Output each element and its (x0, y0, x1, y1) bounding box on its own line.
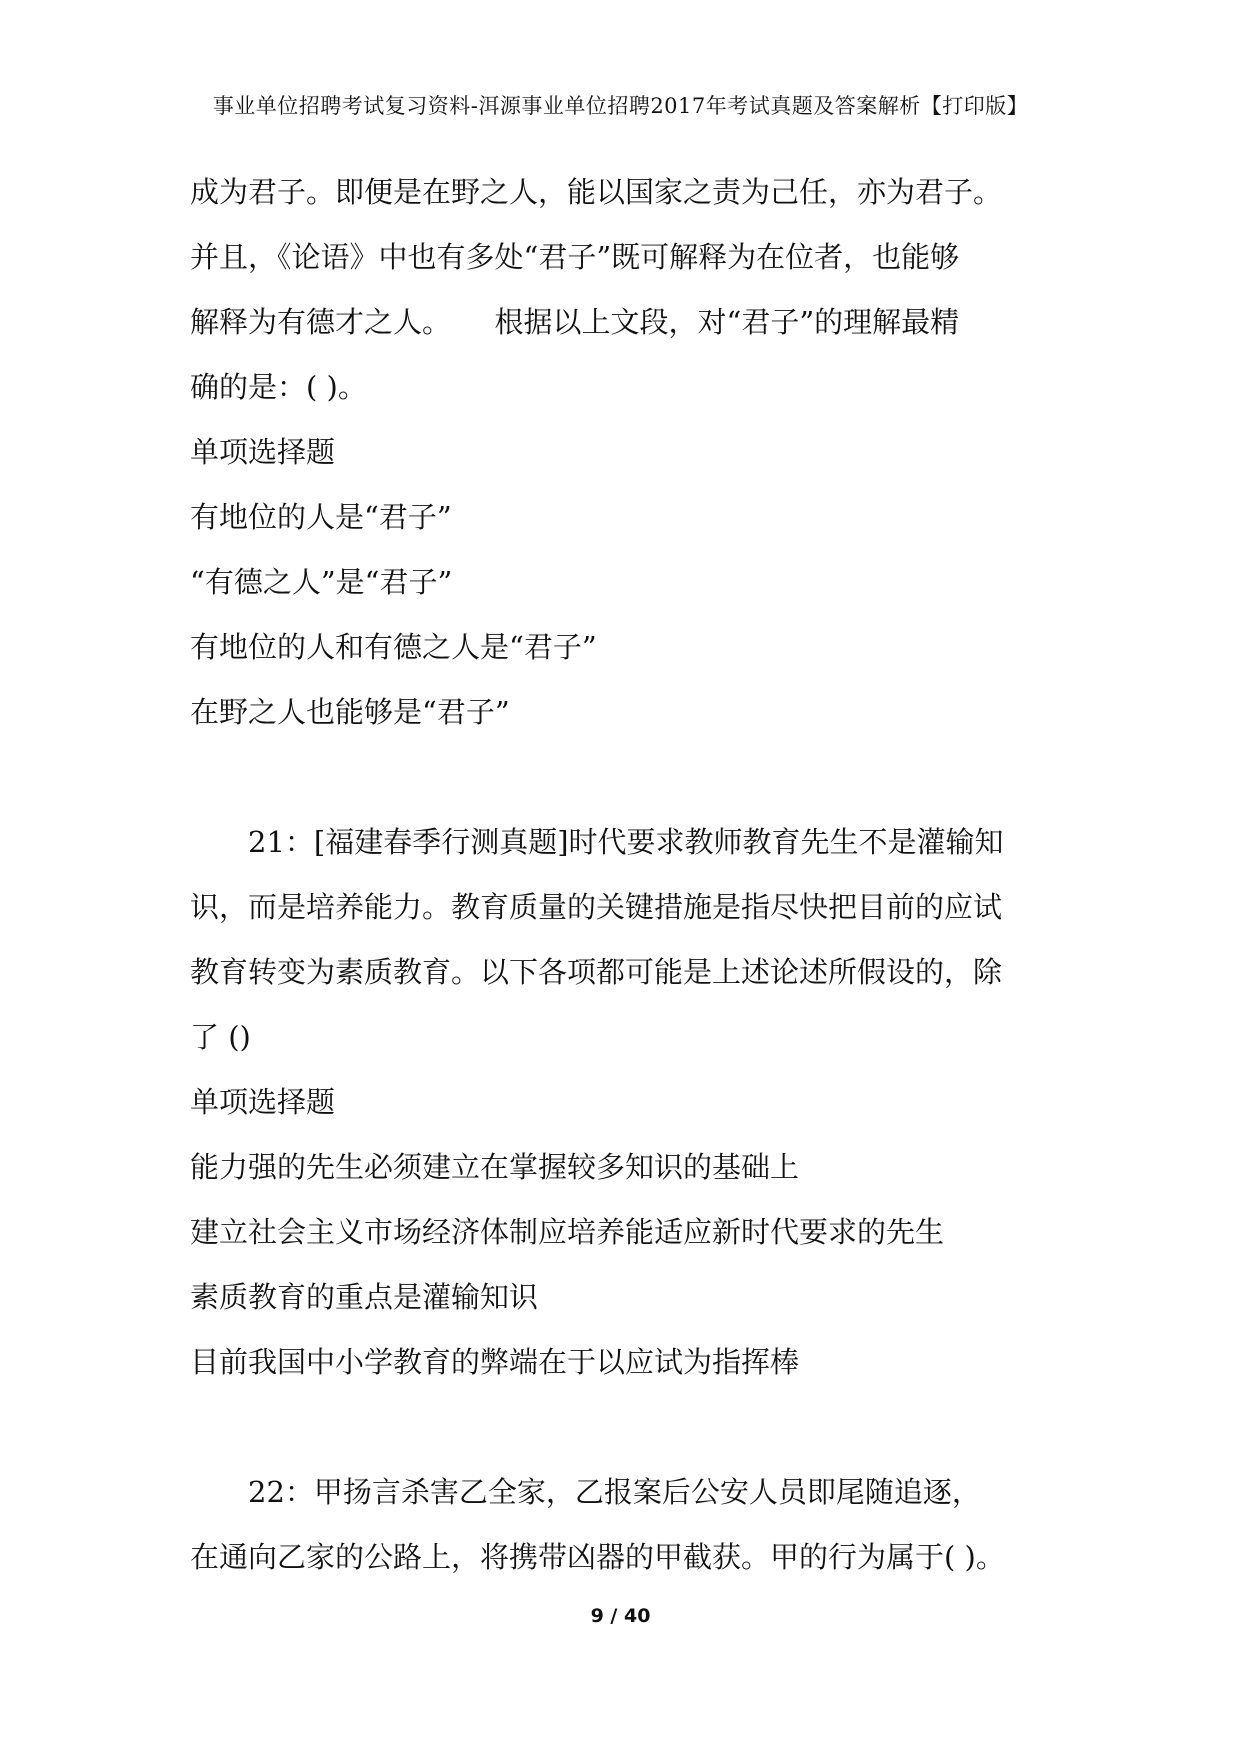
passage-line: 解释为有德才之人。 根据以上文段，对“君子”的理解最精 (190, 305, 960, 339)
document-body (190, 160, 1070, 1590)
question-20-passage (190, 160, 1070, 745)
answer-option: 目前我国中小学教育的弊端在于以应试为指挥棒 (190, 1345, 800, 1379)
page-number: 9 / 40 (590, 1605, 651, 1627)
answer-option: “有德之人”是“君子” (190, 565, 453, 599)
answer-option: 素质教育的重点是灌输知识 (190, 1280, 539, 1314)
question-stem-line: 教育转变为素质教育。以下各项都可能是上述论述所假设的，除 (190, 955, 1003, 989)
section-spacer (190, 1395, 1070, 1460)
question-stem-line: 了 () (190, 1020, 251, 1054)
question-21 (190, 810, 1070, 1395)
page-header: 事业单位招聘考试复习资料-洱源事业单位招聘2017年考试真题及答案解析【打印版】 (212, 94, 1029, 118)
passage-line: 确的是：( )。 (190, 370, 367, 404)
answer-option: 在野之人也能够是“君子” (190, 695, 510, 729)
answer-option: 能力强的先生必须建立在掌握较多知识的基础上 (190, 1150, 800, 1184)
section-spacer (190, 745, 1070, 810)
question-stem-line: 21：[福建春季行测真题]时代要求教师教育先生不是灌输知 (248, 825, 1004, 859)
answer-option: 有地位的人是“君子” (190, 500, 452, 534)
question-type-label: 单项选择题 (190, 1085, 336, 1119)
passage-line: 成为君子。即便是在野之人，能以国家之责为己任，亦为君子。 (190, 175, 1003, 209)
question-type-label: 单项选择题 (190, 435, 336, 469)
passage-line: 并且，《论语》中也有多处“君子”既可解释为在位者，也能够 (190, 240, 960, 274)
question-stem-line: 在通向乙家的公路上，将携带凶器的甲截获。甲的行为属于( )。 (190, 1540, 1005, 1574)
answer-option: 建立社会主义市场经济体制应培养能适应新时代要求的先生 (190, 1215, 945, 1249)
question-stem-line: 识，而是培养能力。教育质量的关键措施是指尽快把目前的应试 (190, 890, 1003, 924)
question-22 (190, 1460, 1070, 1590)
answer-option: 有地位的人和有德之人是“君子” (190, 630, 597, 664)
question-stem-line: 22：甲扬言杀害乙全家，乙报案后公安人员即尾随追逐， (248, 1475, 981, 1509)
